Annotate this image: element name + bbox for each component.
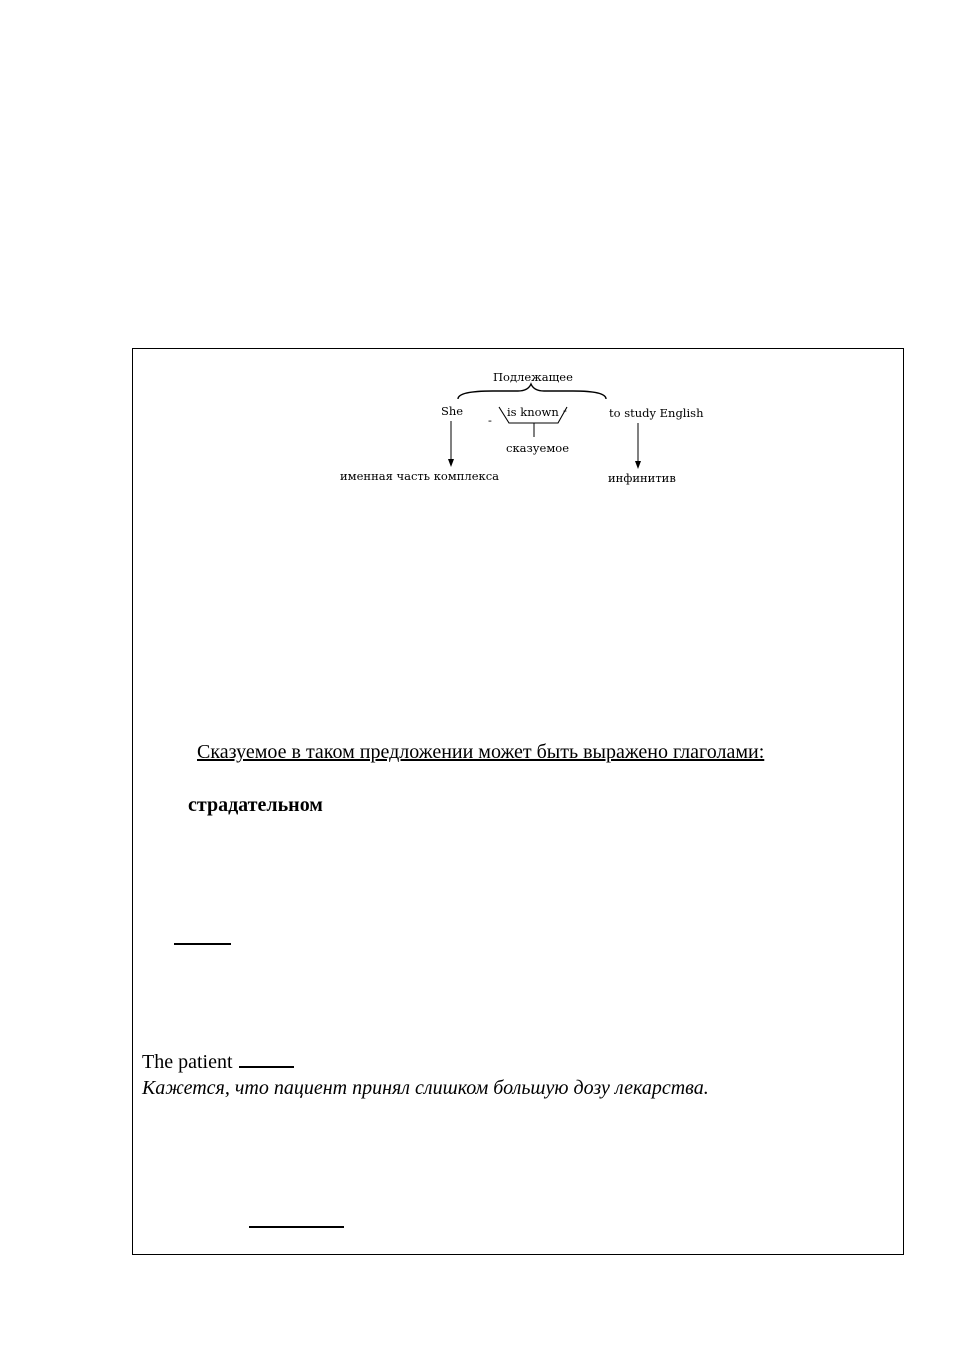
- word-to-study-english: to study English: [609, 406, 704, 420]
- blank-line-bottom: [249, 1226, 344, 1228]
- arrow-she-head: [448, 459, 454, 467]
- label-nominal-part: именная часть комплекса: [340, 469, 500, 483]
- label-skazuemoe: сказуемое: [506, 441, 570, 455]
- example-translation: Кажется, что пациент принял слишком большую дозу лекарства.: [142, 1077, 709, 1099]
- word-is-known: is known: [507, 405, 559, 419]
- content-frame: [132, 348, 904, 1255]
- example-english-start: The patient: [142, 1051, 233, 1073]
- arrow-infinitive-head: [635, 461, 641, 469]
- curly-brace: [458, 384, 606, 399]
- example-blank: [239, 1065, 294, 1068]
- word-she: She: [441, 404, 464, 418]
- dash-mark: -: [488, 413, 492, 427]
- label-infinitive: инфинитив: [608, 471, 676, 485]
- brace-label-subject: Подлежащее: [493, 370, 573, 384]
- blank-line: [174, 943, 231, 945]
- example-sentence: [142, 1051, 294, 1074]
- term-passive: страдательном: [188, 794, 323, 816]
- sentence-structure-diagram: [133, 349, 905, 499]
- rule-heading: Сказуемое в таком предложении может быть выражено глаголами:: [197, 741, 765, 763]
- dash-mark-right: -: [563, 403, 567, 417]
